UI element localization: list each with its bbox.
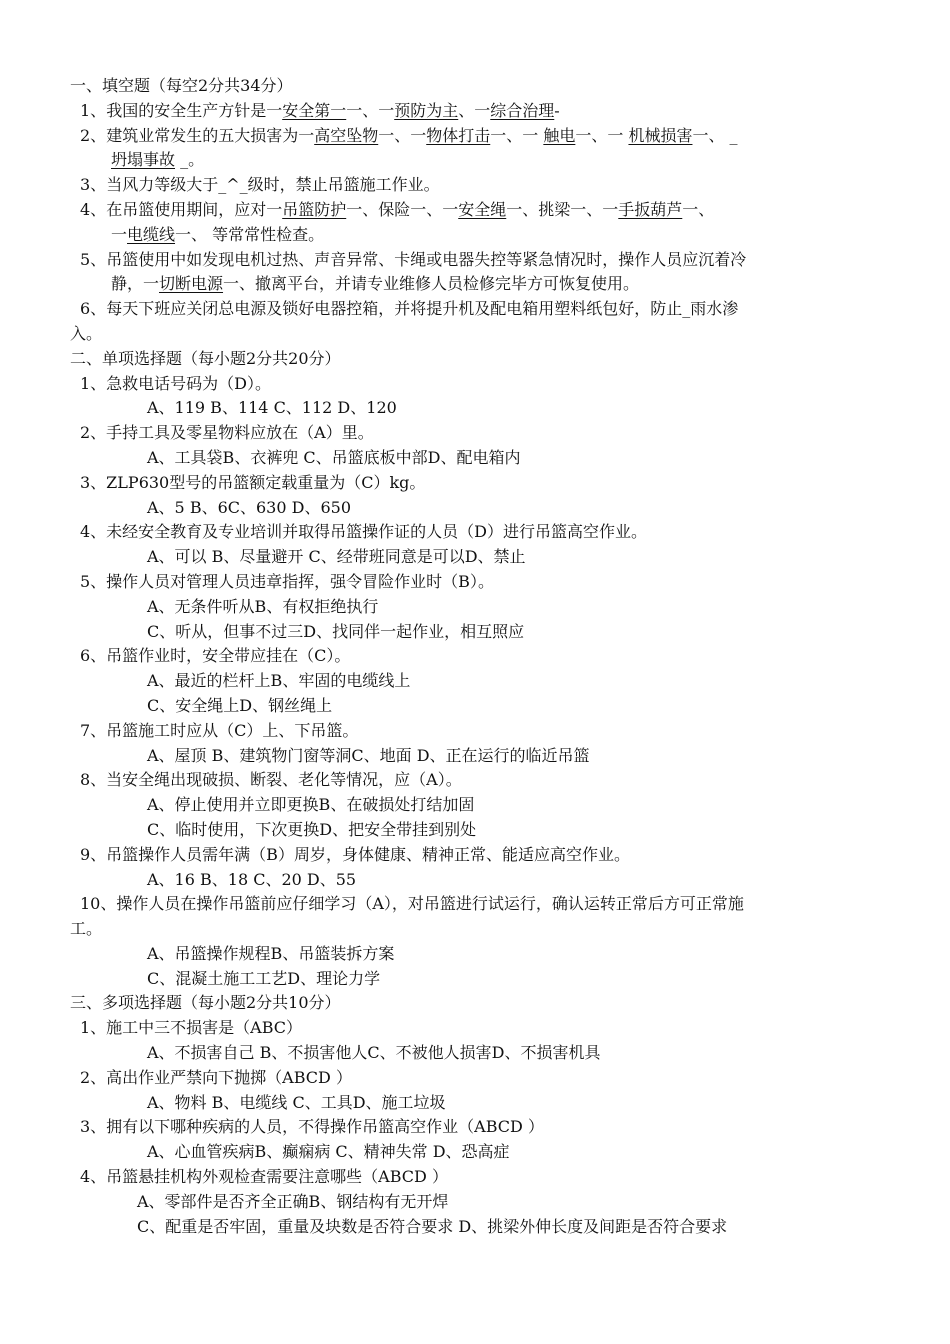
fill-question-3 xyxy=(70,173,878,198)
q-number: 6、 xyxy=(80,299,107,319)
multi-options-3: A、心血管疾病B、癫痫病 C、精神失常 D、恐高症 xyxy=(147,1142,510,1162)
fill-question-6 xyxy=(70,297,878,322)
q-text: 当风力等级大于_^_级时，禁止吊篮施工作业。 xyxy=(106,175,440,195)
answer: 触电 xyxy=(543,125,576,145)
q-text: 一、 等常常性检查。 xyxy=(175,224,325,244)
q-number: 2、 xyxy=(80,125,107,145)
fill-question-5-cont xyxy=(70,272,878,297)
answer: 综合治理 xyxy=(490,100,555,120)
single-question-4: 4、未经安全教育及专业培训并取得吊篮操作证的人员（D）进行吊篮高空作业。 xyxy=(80,522,648,542)
single-options-8a: A、停止使用并立即更换B、在破损处打结加固 xyxy=(147,795,475,815)
fill-question-4 xyxy=(70,198,878,223)
q-text: 一、一 xyxy=(575,125,629,145)
q-text: 、一 xyxy=(458,100,491,120)
multi-options-4b: C、配重是否牢固，重量及块数是否符合要求 D、挑梁外伸长度及间距是否符合要求 xyxy=(137,1216,728,1236)
single-options-10b: C、混凝土施工工艺D、理论力学 xyxy=(147,968,381,988)
single-options-6b: C、安全绳上D、钢丝绳上 xyxy=(147,695,333,715)
answer: 安全绳 xyxy=(458,199,507,219)
single-options-7: A、屋顶 B、建筑物门窗等洞C、地面 D、正在运行的临近吊篮 xyxy=(147,745,590,765)
single-options-1: A、119 B、114 C、112 D、120 xyxy=(147,398,397,418)
q-text: 每天下班应关闭总电源及锁好电器控箱，并将提升机及配电箱用塑料纸包好，防止_雨水渗 xyxy=(106,299,739,319)
fill-question-1 xyxy=(70,99,878,124)
q-text: 建筑业常发生的五大损害为一 xyxy=(106,125,315,145)
section-single-title: 二、单项选择题（每小题2分共20分） xyxy=(70,348,341,368)
q-text: 吊篮使用中如发现电机过热、声音异常、卡绳或电器失控等紧急情况时，操作人员应沉着冷 xyxy=(106,249,747,269)
q-text: 一、 xyxy=(682,199,715,219)
single-options-2: A、工具袋B、衣裤兜 C、吊篮底板中部D、配电箱内 xyxy=(147,447,521,467)
single-question-2: 2、手持工具及零星物料应放在（A）里。 xyxy=(80,423,374,443)
answer: 手扳葫芦 xyxy=(618,199,683,219)
single-options-9: A、16 B、18 C、20 D、55 xyxy=(147,869,357,889)
single-question-9: 9、吊篮操作人员需年满（B）周岁，身体健康、精神正常、能适应高空作业。 xyxy=(80,844,630,864)
q-text: 一、保险一、一 xyxy=(346,199,459,219)
single-options-10a: A、吊篮操作规程B、吊篮装拆方案 xyxy=(147,943,395,963)
answer: 切断电源 xyxy=(159,274,224,294)
answer: 机械损害 xyxy=(628,125,693,145)
single-options-5a: A、无条件听从B、有权拒绝执行 xyxy=(147,596,379,616)
multi-options-2: A、物料 B、电缆线 C、工具D、施工垃圾 xyxy=(147,1092,446,1112)
q-text: 静，一 xyxy=(111,274,160,294)
q-number: 5、 xyxy=(80,249,107,269)
fill-question-2-cont xyxy=(70,148,878,173)
single-options-6a: A、最近的栏杆上B、牢固的电缆线上 xyxy=(147,671,411,691)
single-question-1: 1、急救电话号码为（D）。 xyxy=(80,373,272,393)
single-question-7: 7、吊篮施工时应从（C）上、下吊篮。 xyxy=(80,720,359,740)
q-text: 在吊篮使用期间，应对一 xyxy=(106,199,283,219)
section-fill-title: 一、填空题（每空2分共34分） xyxy=(70,76,293,95)
q-number: 4、 xyxy=(80,199,107,219)
fill-question-5 xyxy=(70,248,878,273)
answer: 物体打击 xyxy=(426,125,491,145)
answer: 预防为主 xyxy=(394,100,459,120)
q-text: - xyxy=(554,100,560,120)
single-question-10: 10、操作人员在操作吊篮前应仔细学习（A），对吊篮进行试运行，确认运转正常后方可正常施 xyxy=(80,894,744,914)
answer: 坍塌事故 xyxy=(111,150,176,170)
q-text: 一、 _ xyxy=(692,125,738,145)
single-question-10-cont: 工。 xyxy=(70,919,103,939)
section-multi-title: 三、多项选择题（每小题2分共10分） xyxy=(70,993,341,1013)
multi-options-1: A、不损害自己 B、不损害他人C、不被他人损害D、不损害机具 xyxy=(147,1043,601,1063)
single-options-4: A、可以 B、尽量避开 C、经带班同意是可以D、禁止 xyxy=(147,547,526,567)
single-question-5: 5、操作人员对管理人员违章指挥，强令冒险作业时（B）。 xyxy=(80,571,494,591)
fill-question-4-cont xyxy=(70,223,878,248)
q-text: 一、一 xyxy=(346,100,395,120)
single-question-3: 3、ZLP630型号的吊篮额定载重量为（C）kg。 xyxy=(80,472,426,492)
single-question-6: 6、吊篮作业时，安全带应挂在（C）。 xyxy=(80,646,351,666)
answer: 安全第一 xyxy=(282,100,347,120)
single-options-3: A、5 B、6C、630 D、650 xyxy=(147,497,351,517)
q-text: 一、挑梁一、一 xyxy=(506,199,619,219)
answer: 吊篮防护 xyxy=(282,199,347,219)
multi-options-4a: A、零部件是否齐全正确B、钢结构有无开焊 xyxy=(137,1191,449,1211)
multi-question-2: 2、高出作业严禁向下抛掷（ABCD ） xyxy=(80,1067,352,1087)
single-options-5b: C、听从，但事不过三D、找同伴一起作业，相互照应 xyxy=(147,621,525,641)
q-text: 一 xyxy=(111,224,128,244)
document-page xyxy=(70,74,878,1239)
multi-question-3: 3、拥有以下哪种疾病的人员，不得操作吊篮高空作业（ABCD ） xyxy=(80,1117,544,1137)
q-text: 我国的安全生产方针是一 xyxy=(106,100,283,120)
q-text: _。 xyxy=(175,150,205,170)
q-text: 一、一 xyxy=(378,125,427,145)
single-options-8b: C、临时使用，下次更换D、把安全带挂到别处 xyxy=(147,819,477,839)
answer: 高空坠物 xyxy=(314,125,379,145)
q-number: 1、 xyxy=(80,100,107,120)
single-question-8: 8、当安全绳出现破损、断裂、老化等情况，应（A）。 xyxy=(80,770,462,790)
q-number: 3、 xyxy=(80,175,107,195)
q-text: 一、一 xyxy=(490,125,544,145)
multi-question-4: 4、吊篮悬挂机构外观检查需要注意哪些（ABCD ） xyxy=(80,1167,448,1187)
fill-question-2 xyxy=(70,124,878,149)
fill-question-6-cont: 入。 xyxy=(70,323,103,343)
multi-question-1: 1、施工中三不损害是（ABC） xyxy=(80,1018,303,1038)
q-text: 一、撤离平台，并请专业维修人员检修完毕方可恢复使用。 xyxy=(223,274,640,294)
answer: 电缆线 xyxy=(127,224,176,244)
